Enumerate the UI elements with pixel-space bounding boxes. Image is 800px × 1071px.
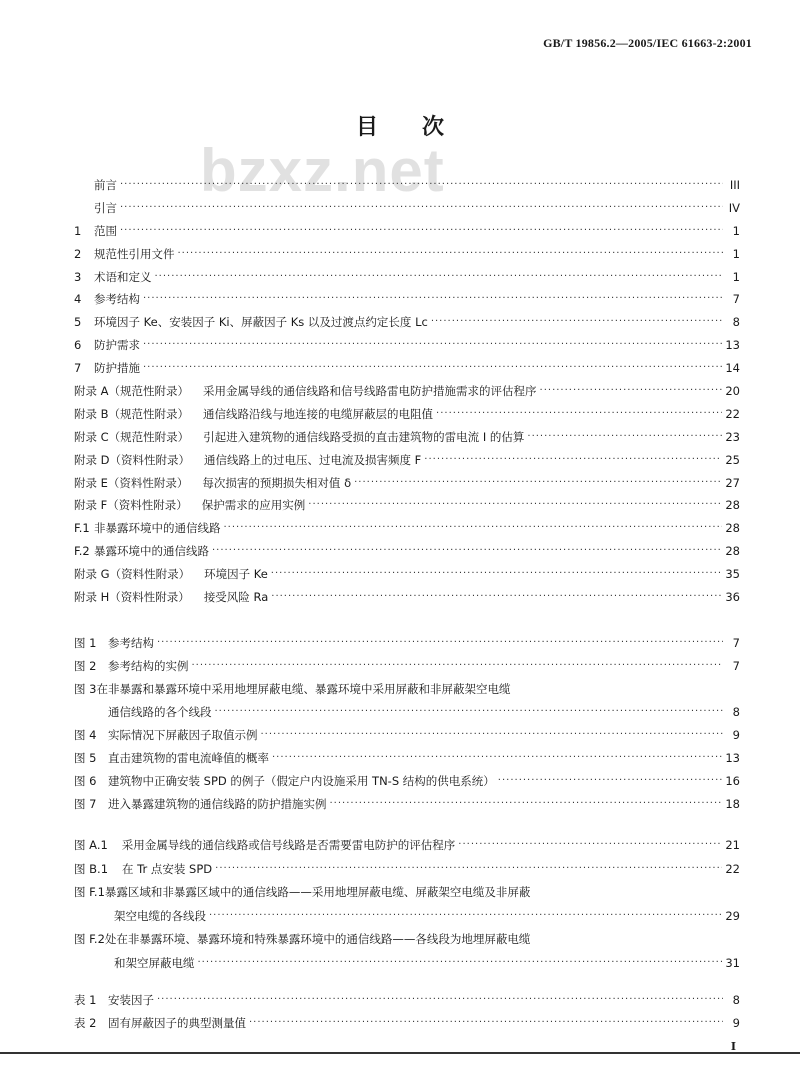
toc-entry[interactable] [74, 885, 740, 923]
toc-entry[interactable] [74, 774, 740, 788]
leader-dots [192, 659, 724, 673]
standard-code: GB/T 19856.2—2005/IEC 61663-2:2001 [543, 36, 752, 50]
toc-entry[interactable] [74, 932, 740, 970]
toc-entry-page: 25 [725, 452, 740, 467]
toc-entry[interactable] [74, 838, 740, 852]
toc-entry[interactable] [74, 407, 740, 421]
toc-entry-number: 5 [74, 315, 82, 330]
toc-entry-number: 图 B.1 [74, 861, 109, 876]
toc-entry-title: 处在非暴露环境、暴露环境和特殊暴露环境中的通信线路——各线段为地埋屏蔽电缆 [104, 932, 531, 946]
toc-entry[interactable] [74, 361, 740, 375]
leader-dots [198, 956, 723, 970]
leader-dots [261, 728, 724, 742]
leader-dots [143, 292, 723, 306]
toc-entry-page: 9 [732, 1016, 740, 1030]
toc-entry-title: 参考结构 [108, 636, 154, 650]
leader-dots [157, 993, 723, 1007]
toc-entry-page: 35 [725, 567, 740, 582]
leader-dots [224, 521, 723, 535]
toc-entry-title-cont: 和架空屏蔽电缆 [114, 955, 195, 970]
page-title: 目次 [355, 115, 488, 140]
toc-entry-number: 附录 G（资料性附录） [74, 567, 191, 582]
toc-entry-number: 图 1 [74, 636, 97, 650]
toc-entry-number: 图 3 [74, 682, 97, 696]
toc-entry-page: 22 [725, 861, 740, 876]
toc-entry-number: 2 [74, 246, 82, 261]
toc-entry[interactable] [74, 862, 740, 876]
toc-entry-number: 表 2 [74, 1016, 97, 1030]
toc-entry-number: 6 [74, 338, 82, 353]
toc-entry[interactable] [74, 315, 740, 329]
toc-entry-page: 1 [732, 223, 740, 238]
toc-entry-number: 图 5 [74, 751, 97, 765]
leader-dots [354, 476, 722, 490]
toc-entry[interactable] [74, 567, 740, 581]
leader-dots [120, 178, 723, 192]
leader-dots [209, 909, 722, 923]
toc-entry[interactable] [74, 201, 740, 215]
leader-dots [120, 201, 723, 215]
toc-entry-title: 采用金属导线的通信线路或信号线路是否需要雷电防护的评估程序 [121, 838, 456, 852]
toc-entry-title: 实际情况下屏蔽因子取值示例 [108, 728, 258, 742]
toc-entry-page: 7 [732, 659, 740, 673]
toc-entry-number: 附录 B（规范性附录） [74, 406, 190, 421]
toc-entry-number: 图 4 [74, 728, 97, 742]
toc-entry-number: 图 7 [74, 797, 97, 811]
leader-dots [458, 838, 722, 852]
leader-dots [212, 544, 722, 558]
toc-entry-title: 非暴露环境中的通信线路 [94, 521, 221, 536]
toc-entry-title: 通信线路沿线与地连接的电缆屏蔽层的电阻值 [203, 406, 434, 421]
toc-entry-page: 23 [725, 429, 740, 444]
toc-entry-number: F.2 [74, 544, 90, 559]
toc-entry-number: 1 [74, 223, 82, 238]
toc-entry-page: 16 [725, 774, 740, 788]
toc-entry[interactable] [74, 178, 740, 192]
toc-entry-page: 22 [725, 406, 740, 421]
toc-entry-title: 采用金属导线的通信线路和信号线路雷电防护措施需求的评估程序 [203, 384, 537, 399]
toc-entry-page: 28 [725, 544, 740, 559]
toc-entry-title: 通信线路上的过电压、过电流及损害频度 F [204, 452, 422, 467]
toc-entry-number: 附录 F（资料性附录） [74, 498, 188, 513]
toc-entry-number: 附录 C（规范性附录） [74, 429, 190, 444]
toc-entry-title: 范围 [94, 223, 117, 238]
toc-entry-page: 7 [732, 636, 740, 650]
toc-entry[interactable] [74, 521, 740, 535]
watermark: bzxz.net [200, 137, 445, 204]
toc-entry-number: 附录 D（资料性附录） [74, 452, 191, 467]
toc-entry[interactable] [74, 1016, 740, 1030]
toc-entry-number: 图 F.2 [74, 932, 105, 946]
toc-entry-page: 20 [725, 384, 740, 399]
toc-main-section [74, 178, 740, 613]
leader-dots [249, 1016, 723, 1030]
toc-entry-title: 暴露区域和非暴露区域中的通信线路——采用地埋屏蔽电缆、屏蔽架空电缆及非屏蔽 [104, 885, 531, 899]
leader-dots [143, 361, 722, 375]
toc-entry-page: 36 [725, 590, 740, 605]
toc-entry-page: 9 [732, 728, 740, 742]
toc-entry[interactable] [74, 993, 740, 1007]
leader-dots [215, 705, 724, 719]
leader-dots [178, 247, 724, 261]
toc-entry[interactable] [74, 659, 740, 673]
toc-entry-number: 图 6 [74, 774, 97, 788]
leader-dots [272, 751, 722, 765]
bottom-rule [0, 1052, 800, 1054]
toc-entry-number: 4 [74, 292, 82, 307]
leader-dots [271, 590, 722, 604]
toc-entry-page: 29 [725, 908, 740, 923]
toc-entry-title: 建筑物中正确安装 SPD 的例子（假定户内设施采用 TN-S 结构的供电系统） [108, 774, 495, 788]
leader-dots [157, 636, 723, 650]
toc-entry-page: 28 [725, 498, 740, 513]
toc-entry[interactable] [74, 476, 740, 490]
toc-entry[interactable] [74, 384, 740, 398]
toc-entry-number: 表 1 [74, 993, 97, 1007]
toc-entry-title: 环境因子 Ke、安装因子 Ki、屏蔽因子 Ks 以及过渡点约定长度 Lc [94, 315, 428, 330]
toc-entry[interactable] [74, 590, 740, 604]
toc-entry-page: 8 [732, 315, 740, 330]
leader-dots [308, 498, 722, 512]
toc-entry-title: 参考结构的实例 [108, 659, 189, 673]
leader-dots [431, 315, 723, 329]
leader-dots [271, 567, 723, 581]
leader-dots [215, 862, 722, 876]
toc-entry[interactable] [74, 338, 740, 352]
leader-dots [143, 338, 722, 352]
toc-entry-page: IV [728, 200, 740, 215]
toc-entry-page: 1 [732, 269, 740, 284]
leader-dots [540, 384, 723, 398]
leader-dots [498, 774, 723, 788]
toc-entry-page: 27 [725, 475, 740, 490]
leader-dots [330, 797, 723, 811]
toc-entry-page: III [729, 178, 740, 192]
toc-entry-title: 引起进入建筑物的通信线路受损的直击建筑物的雷电流 I 的估算 [203, 429, 525, 444]
toc-entry-number: F.1 [74, 521, 90, 536]
toc-entry-page: 18 [725, 797, 740, 811]
toc-entry-title: 暴露环境中的通信线路 [94, 544, 209, 559]
toc-entry[interactable] [74, 453, 740, 467]
toc-tables-section [74, 993, 740, 1039]
toc-entry-page: 1 [732, 246, 740, 261]
leader-dots [424, 453, 722, 467]
toc-entry-title: 引言 [94, 200, 117, 215]
toc-entry-title: 环境因子 Ke [204, 567, 268, 582]
toc-entry-page: 31 [725, 955, 740, 970]
toc-annex-figures-section [74, 838, 740, 979]
leader-dots [120, 224, 723, 238]
toc-entry-page: 14 [725, 361, 740, 376]
toc-entry[interactable] [74, 270, 740, 284]
toc-entry-page: 7 [732, 292, 740, 307]
toc-entry[interactable] [74, 224, 740, 238]
toc-entry-number: 图 F.1 [74, 885, 105, 899]
toc-entry-title: 前言 [94, 178, 117, 192]
toc-entry-number: 附录 H（资料性附录） [74, 590, 190, 605]
toc-entry[interactable] [74, 751, 740, 765]
toc-entry[interactable] [74, 728, 740, 742]
toc-entry-title-cont: 通信线路的各个线段 [108, 705, 212, 719]
toc-entry-number: 附录 E（资料性附录） [74, 475, 189, 490]
toc-entry-page: 13 [725, 751, 740, 765]
page-number: I [730, 1040, 736, 1053]
toc-entry-title: 规范性引用文件 [94, 246, 175, 261]
toc-entry-number: 3 [74, 269, 82, 284]
toc-entry-title: 参考结构 [94, 292, 140, 307]
toc-entry-title: 每次损害的预期损失相对值 δ [202, 475, 352, 490]
toc-entry-page: 13 [725, 338, 740, 353]
toc-entry-number: 附录 A（规范性附录） [74, 384, 190, 399]
toc-entry-number: 图 A.1 [74, 838, 108, 852]
toc-entry-title: 固有屏蔽因子的典型测量值 [108, 1016, 246, 1030]
toc-entry-title: 接受风险 Ra [203, 590, 269, 605]
toc-entry-title: 在 Tr 点安装 SPD [122, 861, 213, 876]
toc-entry-page: 28 [725, 521, 740, 536]
toc-entry-page: 21 [725, 838, 740, 852]
toc-entry-page: 8 [732, 993, 740, 1007]
toc-entry[interactable] [74, 797, 740, 811]
toc-entry-page: 8 [732, 705, 740, 719]
toc-entry-title: 保护需求的应用实例 [201, 498, 306, 513]
toc-figures-section [74, 636, 740, 820]
toc-entry-title: 直击建筑物的雷电流峰值的概率 [108, 751, 269, 765]
toc-entry-title: 进入暴露建筑物的通信线路的防护措施实例 [108, 797, 327, 811]
toc-entry[interactable] [74, 636, 740, 650]
toc-entry[interactable] [74, 544, 740, 558]
toc-entry[interactable] [74, 498, 740, 512]
toc-entry[interactable] [74, 682, 740, 719]
toc-entry-number: 7 [74, 361, 82, 376]
toc-entry[interactable] [74, 292, 740, 306]
toc-entry-number: 图 2 [74, 659, 97, 673]
toc-entry-title-cont: 架空电缆的各线段 [114, 908, 206, 923]
leader-dots [527, 430, 722, 444]
toc-entry[interactable] [74, 247, 740, 261]
toc-entry-title: 在非暴露和暴露环境中采用地埋屏蔽电缆、暴露环境中采用屏蔽和非屏蔽架空电缆 [96, 682, 511, 696]
toc-entry[interactable] [74, 430, 740, 444]
leader-dots [155, 270, 724, 284]
toc-entry-title: 防护需求 [94, 338, 140, 353]
toc-entry-title: 安装因子 [108, 993, 154, 1007]
leader-dots [436, 407, 722, 421]
toc-entry-title: 术语和定义 [94, 269, 152, 284]
toc-entry-title: 防护措施 [94, 361, 140, 376]
